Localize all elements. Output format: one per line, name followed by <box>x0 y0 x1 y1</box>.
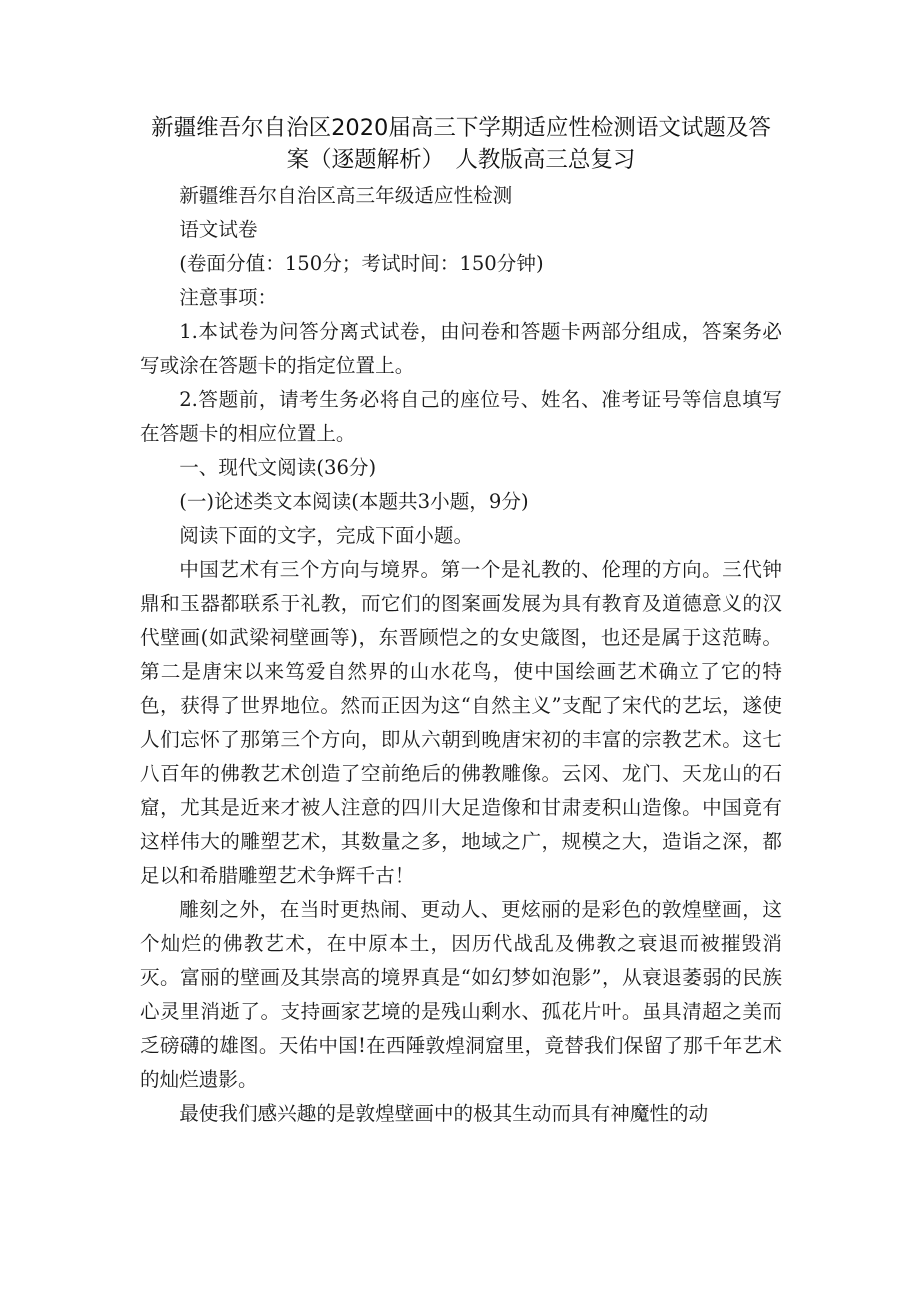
title-line-1: 新疆维吾尔自治区2020届高三下学期适应性检测语文试题及答 <box>151 115 771 141</box>
subsection-heading-argumentative: (一)论述类文本阅读(本题共3小题，9分) <box>179 490 529 513</box>
notice-heading: 注意事项： <box>179 286 278 309</box>
document-page <box>140 112 782 1131</box>
exam-subject: 语文试卷 <box>179 218 258 241</box>
title-line-2: 案（逐题解析） 人教版高三总复习 <box>286 147 636 173</box>
notice-item-2: 2.答题前，请考生务必将自己的座位号、姓名、准考证号等信息填写在答题卡的相应位置上。 <box>140 388 782 445</box>
passage-paragraph: 雕刻之外，在当时更热闹、更动人、更炫丽的是彩色的敦煌壁画，这个灿烂的佛教艺术，在中原本土，因历代战乱及佛教之衰退而被摧毁消灭。富丽的壁画及其崇高的境界真是“如幻梦如泡影”，从衰退萎弱的民族心灵里消逝了。支持画家艺境的是残山剩水、孤花片叶。虽具清超之美而乏磅礴的雄图。天佑中国!在西陲敦煌洞窟里，竟替我们保留了那千年艺术的灿烂遗影。 <box>140 898 782 1091</box>
notice-item-1: 1.本试卷为问答分离式试卷，由问卷和答题卡两部分组成，答案务必写或涂在答题卡的指定位置上。 <box>140 320 782 377</box>
section-heading-modern-reading: 一、现代文阅读(36分) <box>179 456 377 479</box>
document-title <box>140 112 782 176</box>
exam-score-time: (卷面分值：150分；考试时间：150分钟) <box>179 252 544 275</box>
passage-paragraph: 最使我们感兴趣的是敦煌壁画中的极其生动而具有神魔性的动 <box>179 1102 709 1125</box>
reading-instruction: 阅读下面的文字，完成下面小题。 <box>179 524 474 547</box>
exam-region-title: 新疆维吾尔自治区高三年级适应性检测 <box>179 184 513 207</box>
passage-paragraph: 中国艺术有三个方向与境界。第一个是礼教的、伦理的方向。三代钟鼎和玉器都联系于礼教，而它们的图案画发展为具有教育及道德意义的汉代壁画(如武梁祠壁画等)，东晋顾恺之的女史箴图，也还是属于这范畴。第二是唐宋以来笃爱自然界的山水花鸟，使中国绘画艺术确立了它的特色，获得了世界地位。然而正因为这“自然主义”支配了宋代的艺坛，遂使人们忘怀了那第三个方向，即从六朝到晚唐宋初的丰富的宗教艺术。这七八百年的佛教艺术创造了空前绝后的佛教雕像。云冈、龙门、天龙山的石窟，尤其是近来才被人注意的四川大足造像和甘肃麦积山造像。中国竟有这样伟大的雕塑艺术，其数量之多，地域之广，规模之大，造诣之深，都足以和希腊雕塑艺术争辉千古！ <box>140 558 782 887</box>
